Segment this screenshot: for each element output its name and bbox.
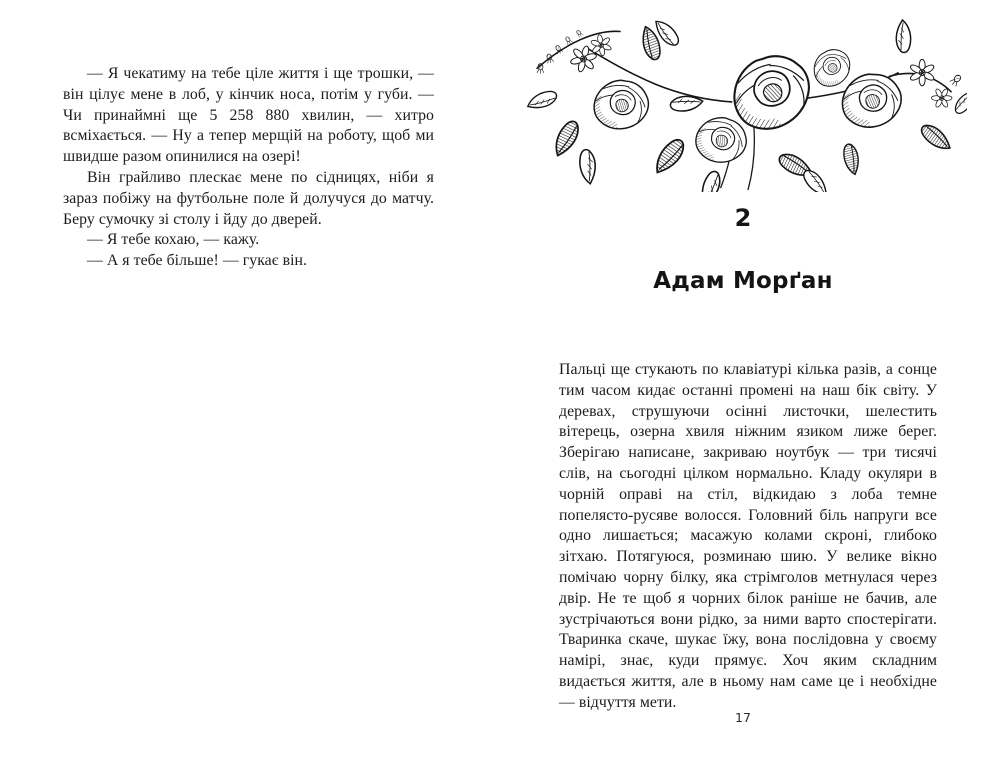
body-paragraph: Пальці ще стукають по клавіатурі кілька разів, а сонце тим часом кидає останні промені на наш бік світу. У деревах, струшуючи осінні листочки, шелестить вітерець, озерна хвиля ніжним язиком лиже берег. Зберігаю написане, закриваю ноутбук — три тисячі слів, на сьогодні цілком нормально. Кладу окуляри в чорній оправі на стіл, відкидаю з лоба темне попелясто-русяве волосся. Головний біль напруги все одно лишається; масажую колами скроні, глибоко зітхаю. Потягуюся, розминаю шию. У велике вікно помічаю чорну білку, яка стрімголов метнулася через двір. Не те щоб я чорних білок раніше не бачив, але зустрічаються вони рідко, за ними варто спостерігати. Тваринка скаче, шукає їжу, вона послідовна у своєму намірі, знає, куди прямує. Хоч яким складним видається життя, але в ньому нам саме це і необхідне — відчуття мети. [559,361,937,711]
left-page-text-block [63,64,434,272]
body-paragraph: — Я тебе кохаю, — кажу. [87,231,260,249]
floral-garland-icon [523,8,967,192]
body-paragraph: — А я тебе більше! — гукає він. [87,252,308,270]
body-paragraph: Він грайливо плескає мене по сідницях, ніби я зараз побіжу на футбольне поле й долучуся до матчу. Беру сумочку зі столу і йду до дверей. [63,168,434,228]
right-page-text-block [559,360,937,714]
chapter-number: 2 [734,204,752,232]
chapter-title: Адам Морґан [653,268,833,294]
page-number: 17 [735,710,751,725]
body-paragraph: — Я чекатиму на тебе ціле життя і ще трошки, — він цілує мене в лоб, у кінчик носа, потім у губи. — Чи принаймні ще 5 258 880 хвилин, — хитро всміхається. — Ну а тепер мерщій на роботу, щоб ми швидше разом опинилися на озері! [63,65,434,166]
